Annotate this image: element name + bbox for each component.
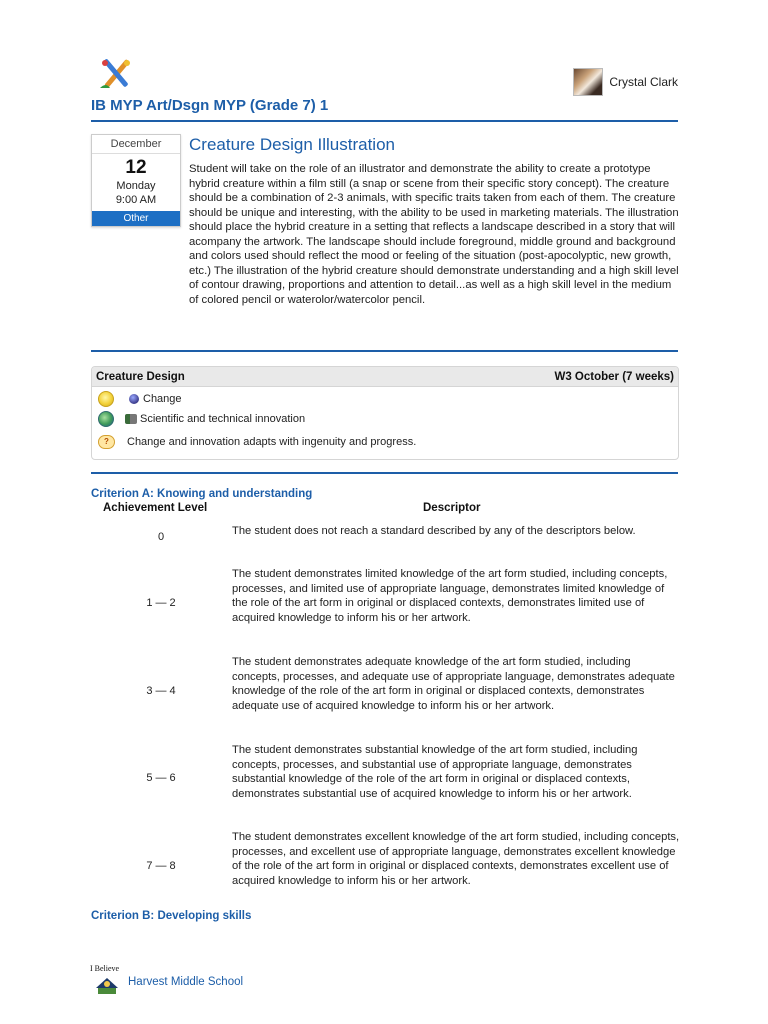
school-logo-text: I Believe — [90, 964, 120, 973]
course-title: IB MYP Art/Dsgn MYP (Grade 7) 1 — [91, 97, 329, 114]
table-row-level: 1 — 2 — [146, 597, 176, 609]
divider — [91, 120, 678, 122]
key-concept: Change — [143, 393, 182, 405]
lightbulb-icon — [98, 391, 114, 407]
column-header-descriptor: Descriptor — [423, 502, 481, 514]
task-title: Creature Design Illustration — [189, 135, 395, 154]
user-menu[interactable] — [573, 68, 678, 96]
unit-timing: W3 October (7 weeks) — [554, 370, 674, 383]
table-row-descriptor: The student demonstrates substantial knowledge of the art form studied, including concepts, processes, and substantial use of appropriate language, demonstrates substantial knowledge of the role of the art form in original or displaced contexts, demonstrates substantial use of acquired knowledge to inform his or her artwork. — [232, 744, 638, 800]
divider — [91, 472, 678, 474]
criterion-a-title: Criterion A: Knowing and understanding — [91, 488, 313, 500]
table-row-level: 0 — [157, 531, 165, 543]
school-footer — [90, 964, 244, 996]
table-row-descriptor: The student does not reach a standard described by any of the descriptors below. — [232, 525, 636, 537]
statement-of-inquiry: Change and innovation adapts with ingenuity and progress. — [127, 436, 417, 448]
question-bubble-icon: ? — [98, 435, 115, 449]
task-description: Student will take on the role of an illustrator and demonstrate the ability to create a prototype hybrid creature within a film still (a snap or scene from their specific story concept). The creature should be a combination of 2-3 animals, with specific traits taken from each of them. The creature should be unique and interesting, with the ability to be used in marketing materials. The illustration should place the hybrid creature in a setting that reflects a landscape described in a story that will acompany the artwork. The landscape should include foreground, middle ground and background and colors used should reflect the mood or feeling of the situation (post-apocolyptic, new growth, etc.) The illustration of the hybrid creature should demonstrate understanding and a high skill level of contour drawing, proportions and attention to detail...as well as a high skill level in the medium of colored pencil or waterolor/watercolor pencil. — [189, 163, 679, 306]
unit-name: Creature Design — [96, 370, 185, 383]
science-icon — [125, 414, 137, 424]
school-logo — [90, 964, 120, 996]
date-weekday: Monday — [116, 180, 156, 192]
date-day: 12 — [125, 157, 147, 178]
category-badge: Other — [92, 211, 180, 226]
table-row-level: 7 — 8 — [146, 860, 176, 872]
inquiry-row — [98, 435, 416, 449]
column-header-level: Achievement Level — [103, 502, 208, 514]
global-context: Scientific and technical innovation — [140, 413, 306, 425]
globe-icon — [98, 411, 114, 427]
avatar[interactable] — [573, 68, 603, 96]
date-month: December — [92, 135, 180, 154]
school-name[interactable]: Harvest Middle School — [128, 976, 244, 988]
art-brushes-icon — [96, 54, 136, 94]
table-row-level: 5 — 6 — [146, 772, 176, 784]
key-concept-icon — [129, 394, 139, 404]
user-name[interactable]: Crystal Clark — [609, 75, 678, 89]
divider — [91, 350, 678, 352]
table-row-level: 3 — 4 — [146, 685, 176, 697]
table-row-descriptor: The student demonstrates adequate knowledge of the art form studied, including concepts, processes, and adequate use of appropriate language, demonstrates adequate knowledge of the role of the art form in original or displaced contexts, demonstrates adequate use of acquired knowledge to inform his or her artwork. — [232, 656, 675, 712]
date-card — [91, 134, 181, 227]
table-row-descriptor: The student demonstrates limited knowledge of the art form studied, including concepts, processes, and limited use of appropriate language, demonstrates limited knowledge of the role of the art form in original or displaced contexts, demonstrates limited use of acquired knowledge to inform his or her artwork. — [232, 568, 668, 624]
date-time: 9:00 AM — [115, 194, 157, 206]
global-context-row — [98, 411, 305, 427]
unit-panel — [91, 366, 679, 460]
table-row-descriptor: The student demonstrates excellent knowledge of the art form studied, including concepts, processes, and excellent use of appropriate language, demonstrates excellent knowledge of the role of the art form in original or displaced contexts, demonstrates excellent use of acquired knowledge to inform his or her artwork. — [232, 831, 680, 887]
key-concept-row — [98, 391, 182, 407]
unit-header — [92, 367, 678, 387]
criterion-b-title: Criterion B: Developing skills — [91, 910, 252, 922]
